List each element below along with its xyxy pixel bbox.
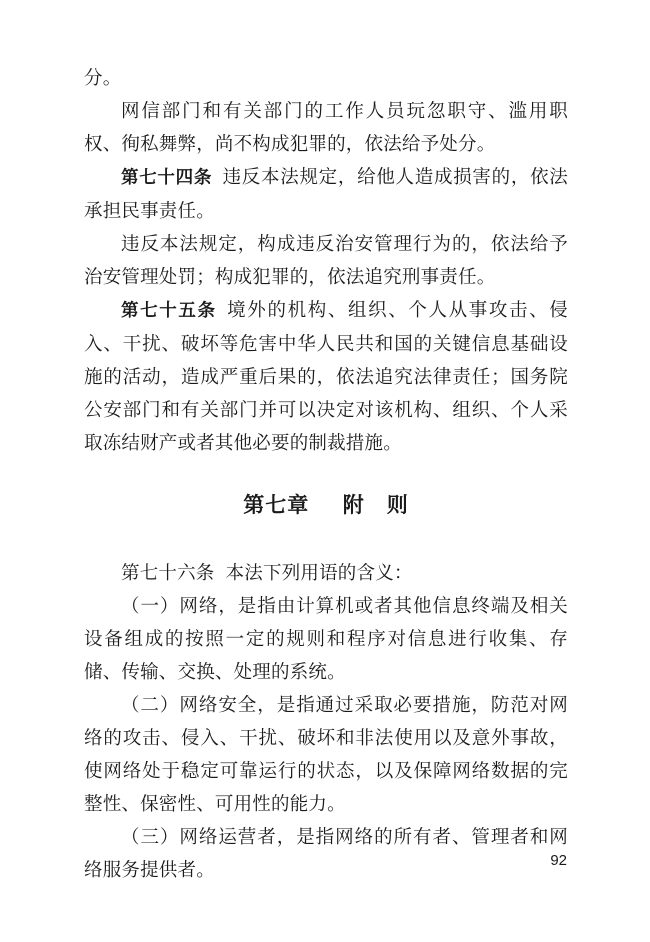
paragraph-text: 网信部门和有关部门的工作人员玩忽职守、滥用职权、徇私舞弊，尚不构成犯罪的，依法给予处分。 (84, 101, 568, 155)
paragraph-text: 违反本法规定，给他人造成损害的，依法承担民事责任。 (84, 167, 568, 222)
chapter-heading (84, 490, 568, 520)
article-number: 第七十四条 (121, 168, 213, 188)
paragraph (84, 95, 568, 161)
paragraph-text: 境外的机构、组织、个人从事攻击、侵入、干扰、破坏等危害中华人民共和国的关键信息基础设施的活动，造成严重后果的，依法追究法律责任；国务院公安部门和有关部门并可以决定对该机构、组织、个人采取冻结财产或者其他必要的制裁措施。 (84, 300, 569, 454)
chapter-title: 附 则 (342, 493, 409, 517)
paragraph-text: 本法下列用语的含义： (225, 563, 413, 584)
article-number: 第七十六条 (121, 563, 215, 584)
paragraph (84, 228, 568, 294)
paragraph-text: （三）网络运营者，是指网络的所有者、管理者和网络服务提供者。 (84, 827, 568, 881)
paragraph-text: 违反本法规定，构成违反治安管理行为的，依法给予治安管理处罚；构成犯罪的，依法追究刑事责任。 (84, 234, 568, 288)
article-76 (84, 557, 568, 590)
definition-item (84, 590, 568, 689)
article-75 (84, 294, 568, 460)
paragraph-text: 分。 (84, 68, 122, 89)
definition-item (84, 821, 568, 887)
chapter-number: 第七章 (243, 493, 310, 517)
page-number: 92 (550, 852, 567, 869)
article-74 (84, 161, 568, 228)
definition-item (84, 689, 568, 821)
paragraph-continuation (84, 62, 568, 95)
article-number: 第七十五条 (121, 301, 217, 321)
paragraph-text: （二）网络安全，是指通过采取必要措施，防范对网络的攻击、侵入、干扰、破坏和非法使用以及意外事故，使网络处于稳定可靠运行的状态，以及保障网络数据的完整性、保密性、可用性的能力。 (84, 695, 568, 815)
paragraph-text: （一）网络，是指由计算机或者其他信息终端及相关设备组成的按照一定的规则和程序对信息进行收集、存储、传输、交换、处理的系统。 (84, 596, 568, 683)
document-page (84, 62, 568, 887)
